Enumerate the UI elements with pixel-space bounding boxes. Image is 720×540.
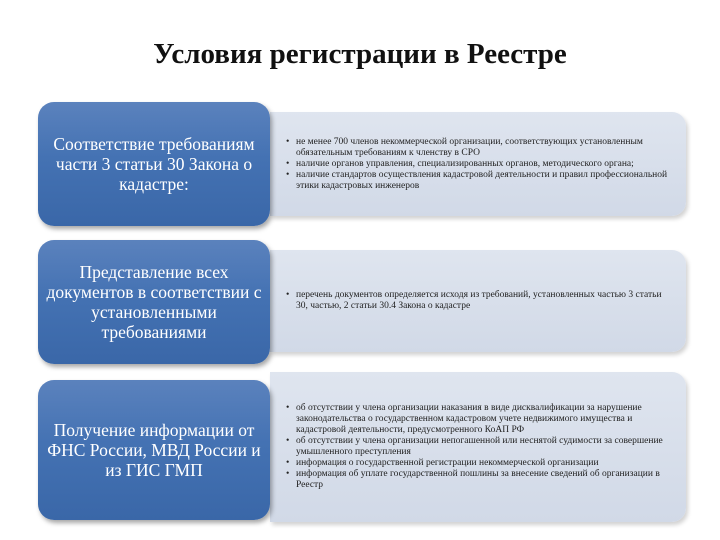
row-1-bullet-3: • наличие стандартов осуществления кадастровой деятельности и правил профессиональной этики кадастровых инженеров xyxy=(286,170,668,192)
row-1-heading-box xyxy=(38,102,270,226)
row-3-heading-box xyxy=(38,380,270,520)
page-title: Условия регистрации в Реестре xyxy=(153,38,567,70)
row-1-bullet-2: • наличие органов управления, специализированных органов, методического органа; xyxy=(286,159,668,170)
row-1-bullet-1: • не менее 700 членов некоммерческой организации, соответствующих установленным обязательным требованиям к членству в СРО xyxy=(286,137,668,159)
row-1-heading: Соответствие требованиям части 3 статьи 30 Закона о кадастре: xyxy=(53,134,255,194)
row-2-heading-box xyxy=(38,240,270,364)
row-3-details xyxy=(270,372,686,522)
row-1-details xyxy=(270,112,686,216)
row-3-bullet-2: • об отсутствии у члена организации непогашенной или неснятой судимости за совершение умышленного преступления xyxy=(286,436,668,458)
row-2-details xyxy=(270,250,686,352)
row-3-bullet-3: • информация о государственной регистрации некоммерческой организации xyxy=(286,458,668,469)
row-3-bullet-1: • об отсутствии у члена организации наказания в виде дисквалификации за нарушение законодательства о государственном кадастровом учете недвижимого имущества и кадастровой деятельности, предусмотренного КоАП РФ xyxy=(286,403,668,436)
row-3-heading: Получение информации от ФНС России, МВД России и из ГИС ГМП xyxy=(47,420,261,480)
row-2-bullet-1: • перечень документов определяется исходя из требований, установленных частью 3 статьи 30, частью, 2 статьи 30.4 Закона о кадастре xyxy=(286,290,668,312)
row-3-bullet-4: • информация об уплате государственной пошлины за внесение сведений об организации в Реестр xyxy=(286,469,668,491)
row-2-heading: Представление всех документов в соответствии с установленными требованиями xyxy=(46,262,262,342)
